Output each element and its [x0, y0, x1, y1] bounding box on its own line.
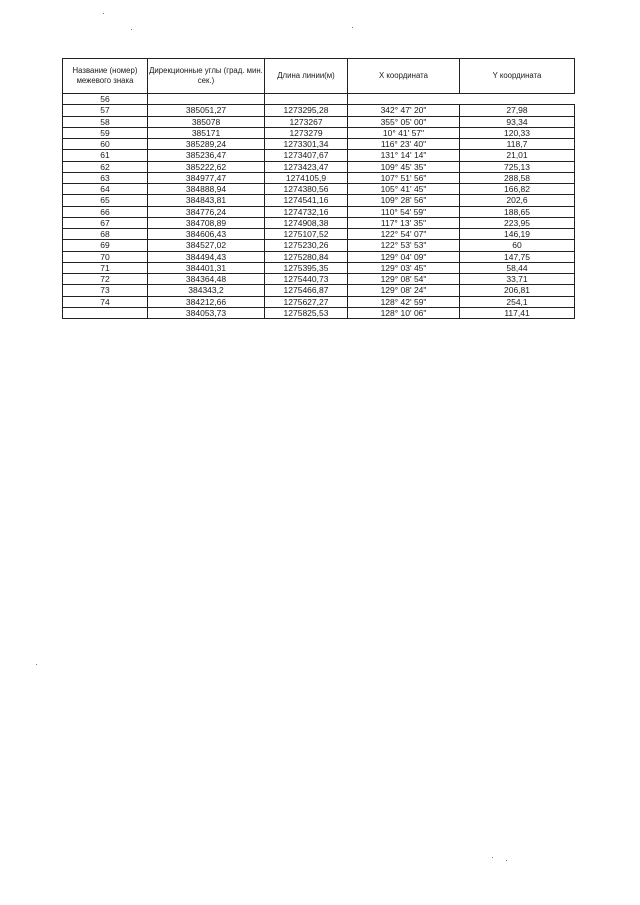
boundary-mark-name: 60	[63, 139, 148, 150]
x-coordinate: 385078	[148, 116, 265, 127]
directional-angle: 129° 08' 54"	[348, 274, 460, 285]
boundary-mark-name: 61	[63, 150, 148, 161]
directional-angle: 105° 41' 45"	[348, 184, 460, 195]
scan-speck	[506, 860, 507, 861]
x-coordinate: 384977,47	[148, 172, 265, 183]
y-coordinate: 1273279	[265, 127, 348, 138]
directional-angle: 117° 13' 35"	[348, 217, 460, 228]
header-x-coordinate: X координата	[348, 59, 460, 94]
scan-speck	[352, 27, 353, 28]
line-length: 725,13	[460, 161, 575, 172]
x-coordinate: 384776,24	[148, 206, 265, 217]
y-coordinate: 1273295,28	[265, 105, 348, 116]
y-coordinate: 1275627,27	[265, 296, 348, 307]
boundary-mark-name: 69	[63, 240, 148, 251]
line-length: 93,34	[460, 116, 575, 127]
directional-angle: 109° 28' 56"	[348, 195, 460, 206]
boundary-mark-name: 56	[63, 94, 148, 105]
scan-speck	[131, 29, 132, 30]
scan-speck	[492, 857, 493, 858]
directional-angle: 122° 53' 53"	[348, 240, 460, 251]
y-coordinate: 1274732,16	[265, 206, 348, 217]
line-length: 254,1	[460, 296, 575, 307]
line-length: 60	[460, 240, 575, 251]
y-coordinate: 1274380,56	[265, 184, 348, 195]
line-length: 166,82	[460, 184, 575, 195]
line-length: 188,65	[460, 206, 575, 217]
line-length: 118,7	[460, 139, 575, 150]
line-length: 202,6	[460, 195, 575, 206]
boundary-mark-name: 57	[63, 105, 148, 116]
boundary-mark-name: 74	[63, 296, 148, 307]
y-coordinate: 1274105,9	[265, 172, 348, 183]
directional-angle: 110° 54' 59"	[348, 206, 460, 217]
y-coordinate: 1275230,26	[265, 240, 348, 251]
y-coordinate: 1274908,38	[265, 217, 348, 228]
directional-angle: 128° 42' 59"	[348, 296, 460, 307]
header-y-coordinate: Y координата	[460, 59, 575, 94]
line-length: 146,19	[460, 229, 575, 240]
y-coordinate: 1275107,52	[265, 229, 348, 240]
empty-cell	[265, 94, 348, 105]
table-body	[63, 94, 575, 319]
boundary-mark-name: 67	[63, 217, 148, 228]
x-coordinate: 384843,81	[148, 195, 265, 206]
y-coordinate: 1275395,35	[265, 262, 348, 273]
line-length: 21,01	[460, 150, 575, 161]
directional-angle: 355° 05' 00"	[348, 116, 460, 127]
directional-angle: 10° 41' 57"	[348, 127, 460, 138]
y-coordinate: 1275466,87	[265, 285, 348, 296]
line-length: 223,95	[460, 217, 575, 228]
boundary-mark-name: 71	[63, 262, 148, 273]
directional-angle: 109° 45' 35"	[348, 161, 460, 172]
line-length: 120,33	[460, 127, 575, 138]
y-coordinate: 1275280,84	[265, 251, 348, 262]
line-length: 206,81	[460, 285, 575, 296]
x-coordinate: 384527,02	[148, 240, 265, 251]
table-row	[63, 94, 575, 105]
directional-angle: 131° 14' 14"	[348, 150, 460, 161]
x-coordinate: 385222,62	[148, 161, 265, 172]
directional-angle: 116° 23' 40"	[348, 139, 460, 150]
x-coordinate: 384401,31	[148, 262, 265, 273]
table-header-row	[63, 59, 575, 94]
x-coordinate: 384343,2	[148, 285, 265, 296]
y-coordinate: 1275440,73	[265, 274, 348, 285]
header-boundary-mark: Название (номер) межевого знака	[63, 59, 148, 94]
y-coordinate: 1273407,67	[265, 150, 348, 161]
scan-speck	[103, 13, 104, 14]
boundary-mark-name: 66	[63, 206, 148, 217]
boundary-mark-name: 64	[63, 184, 148, 195]
x-coordinate: 385289,24	[148, 139, 265, 150]
x-coordinate: 385236,47	[148, 150, 265, 161]
y-coordinate: 1274541,16	[265, 195, 348, 206]
header-directional-angle: Дирекционные углы (град. мин. сек.)	[148, 59, 265, 94]
boundary-mark-name: 65	[63, 195, 148, 206]
scan-speck	[36, 664, 37, 665]
x-coordinate: 384494,43	[148, 251, 265, 262]
boundary-mark-name: 68	[63, 229, 148, 240]
x-coordinate: 384053,73	[148, 307, 265, 318]
x-coordinate: 385171	[148, 127, 265, 138]
line-length: 117,41	[460, 307, 575, 318]
x-coordinate: 384212,66	[148, 296, 265, 307]
y-coordinate: 1273423,47	[265, 161, 348, 172]
y-coordinate: 1273301,34	[265, 139, 348, 150]
directional-angle: 129° 04' 09"	[348, 251, 460, 262]
line-length: 33,71	[460, 274, 575, 285]
empty-cell	[63, 307, 148, 318]
boundary-mark-name: 58	[63, 116, 148, 127]
boundary-mark-name: 63	[63, 172, 148, 183]
x-coordinate: 384888,94	[148, 184, 265, 195]
line-length: 147,75	[460, 251, 575, 262]
y-coordinate: 1275825,53	[265, 307, 348, 318]
header-line-length: Длина линии(м)	[265, 59, 348, 94]
x-coordinate: 385051,27	[148, 105, 265, 116]
boundary-mark-name: 70	[63, 251, 148, 262]
x-coordinate: 384606,43	[148, 229, 265, 240]
line-length: 58,44	[460, 262, 575, 273]
x-coordinate: 384708,89	[148, 217, 265, 228]
directional-angle: 107° 51' 56"	[348, 172, 460, 183]
y-coordinate: 1273267	[265, 116, 348, 127]
directional-angle: 128° 10' 06"	[348, 307, 460, 318]
line-length: 288,58	[460, 172, 575, 183]
empty-cell	[148, 94, 265, 105]
directional-angle: 129° 03' 45"	[348, 262, 460, 273]
x-coordinate: 384364,48	[148, 274, 265, 285]
directional-angle: 122° 54' 07"	[348, 229, 460, 240]
boundary-mark-name: 59	[63, 127, 148, 138]
coordinates-table	[62, 58, 575, 319]
directional-angle: 129° 08' 24"	[348, 285, 460, 296]
line-length: 27,98	[460, 105, 575, 116]
boundary-mark-name: 62	[63, 161, 148, 172]
boundary-mark-name: 72	[63, 274, 148, 285]
directional-angle: 342° 47' 20"	[348, 105, 460, 116]
boundary-mark-name: 73	[63, 285, 148, 296]
